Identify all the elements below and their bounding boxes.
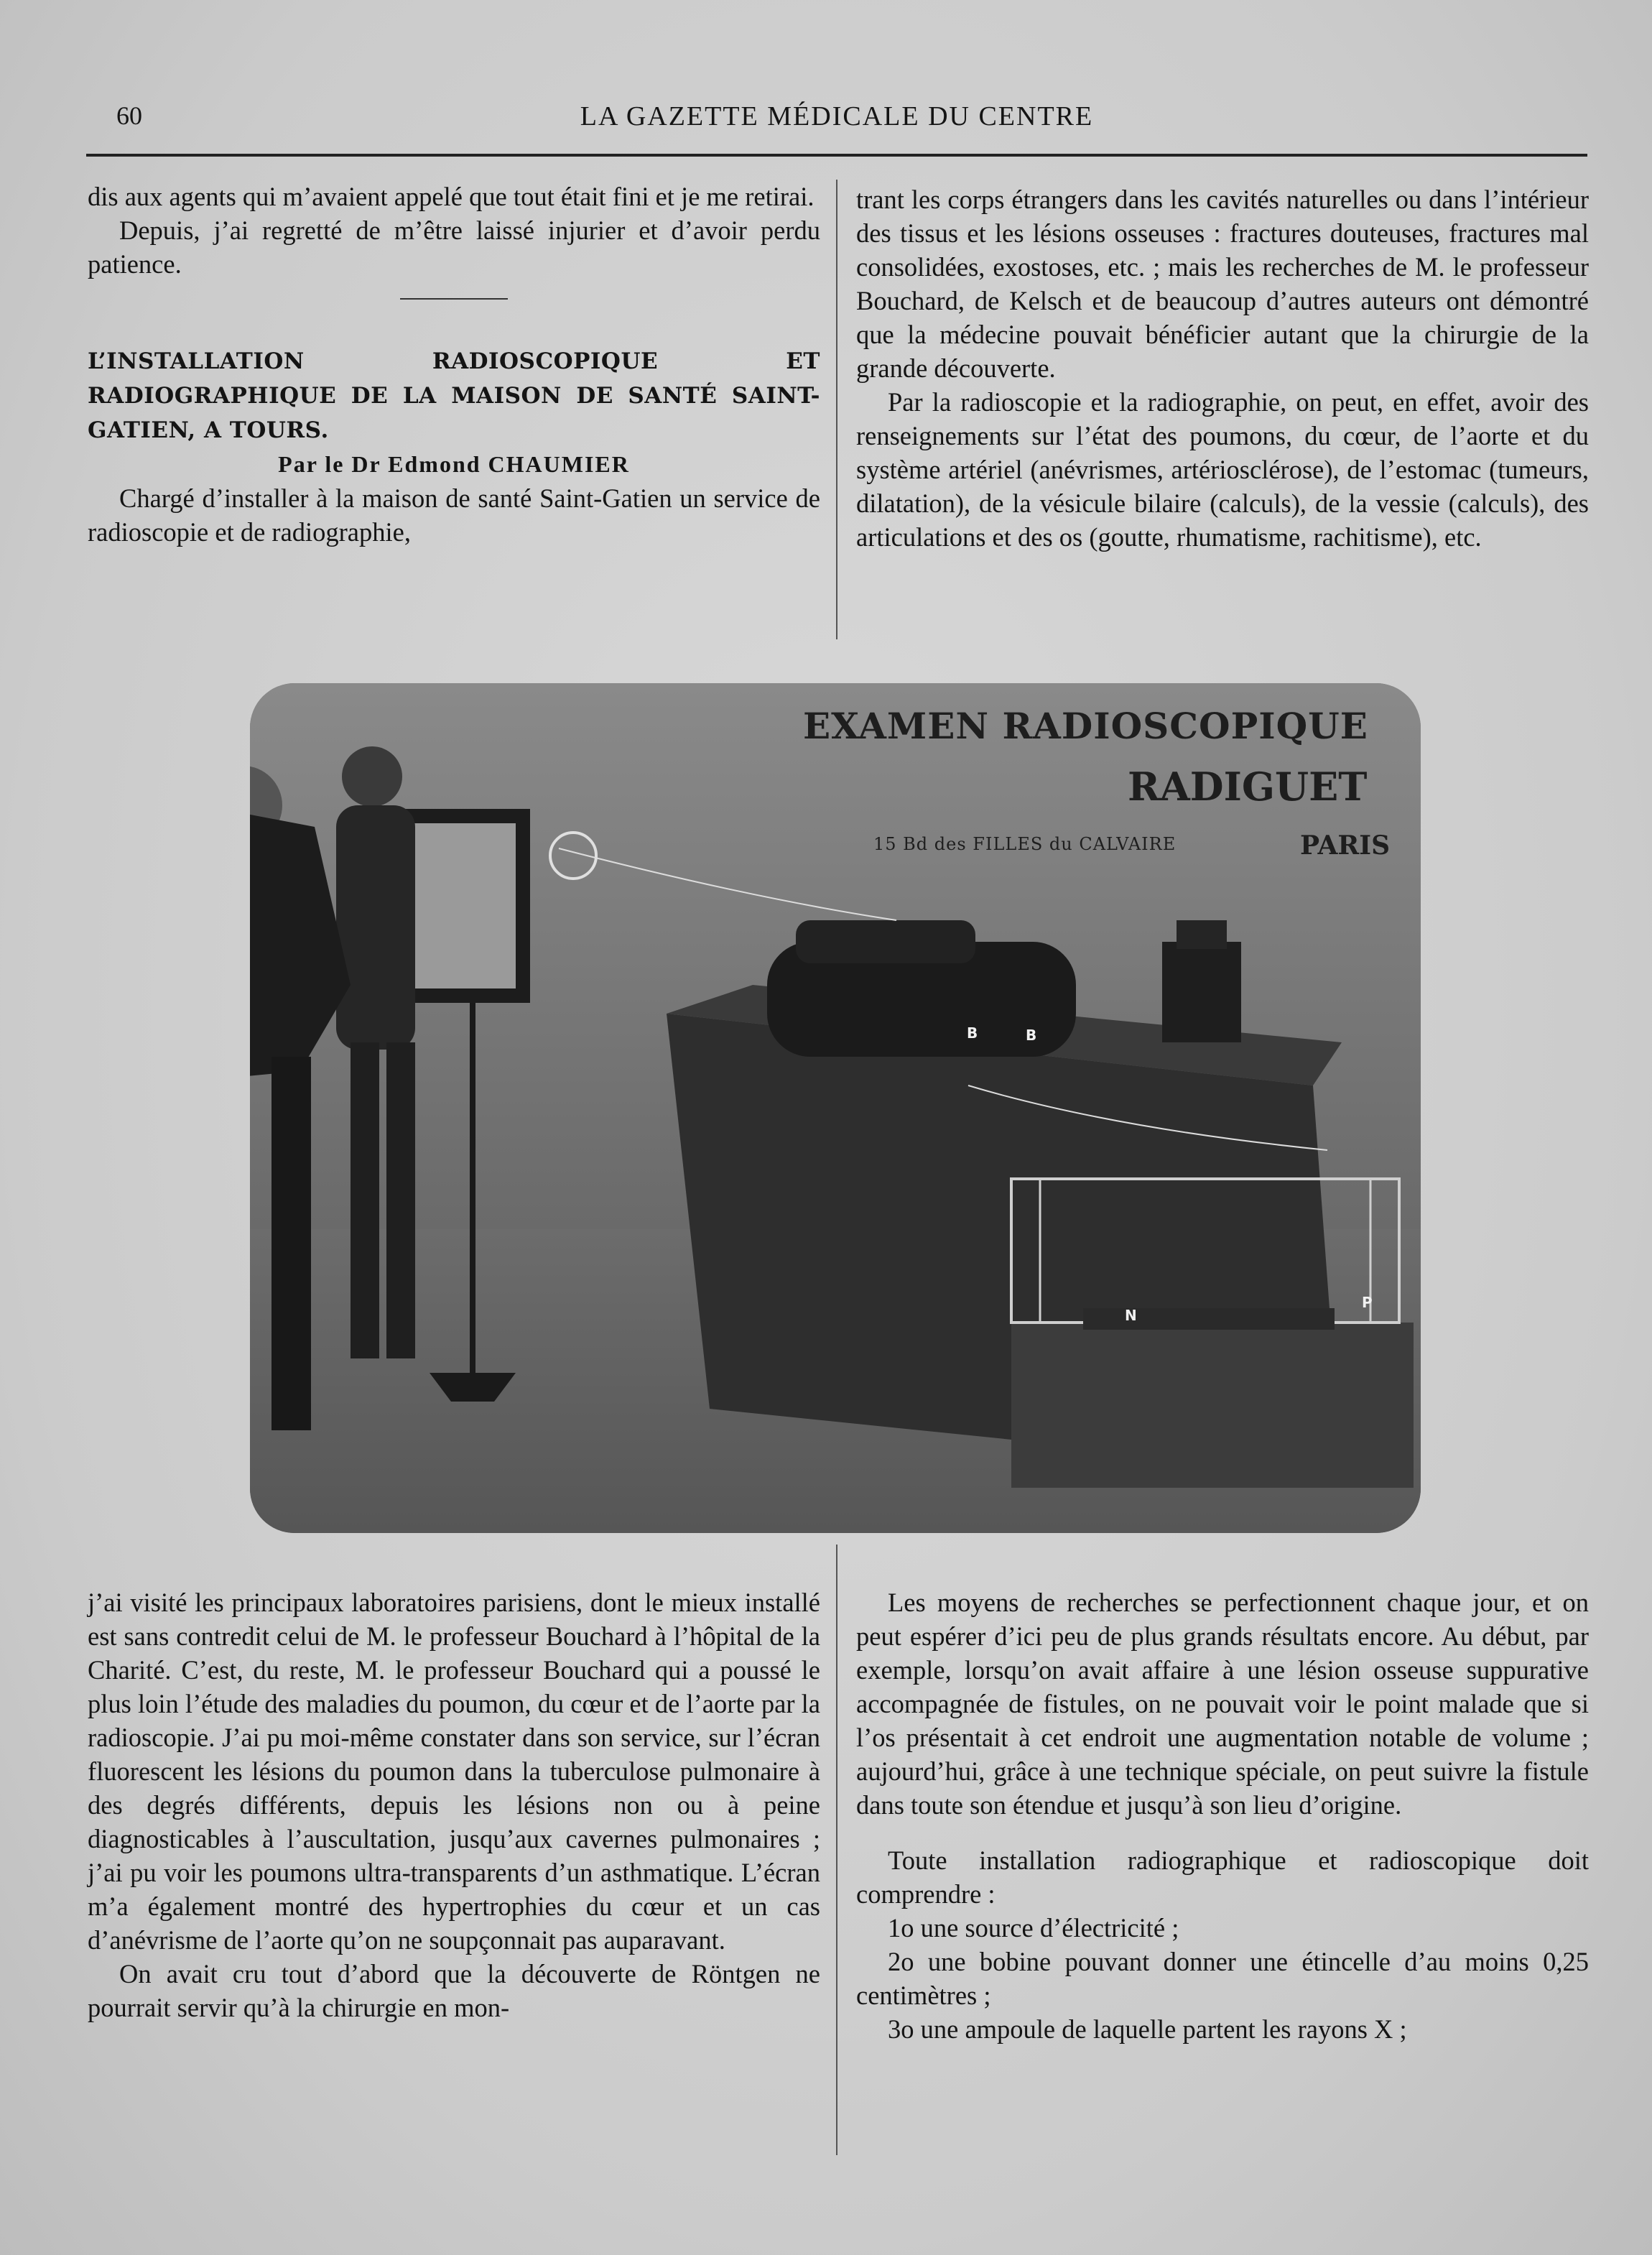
photo-maker-address: 15 Bd des FILLES du CALVAIRE	[873, 834, 1177, 854]
equipment-label: B	[967, 1024, 978, 1042]
photo-illustration	[250, 683, 1421, 1533]
photo-maker-city: PARIS	[1300, 830, 1391, 861]
paragraph: Toute installation radiographique et radioscopique doit comprendre :	[856, 1846, 1589, 1909]
paragraph-gap	[856, 1822, 1589, 1843]
photo-caption-title: EXAMEN RADIOSCOPIQUE	[803, 705, 1368, 747]
equipment-label: B	[1026, 1027, 1037, 1044]
page-header	[86, 101, 1587, 144]
page-number: 60	[116, 101, 142, 130]
equipment-label: P	[1362, 1294, 1373, 1311]
list-item: 3o une ampoule de laquelle partent les rayons X ;	[888, 2014, 1407, 2044]
left-column-bottom	[88, 1585, 820, 2024]
equipment-label: N	[1125, 1307, 1137, 1324]
paragraph: Par la radioscopie et la radiographie, on peut, en effet, avoir des renseignements sur l’état des poumons, du cœur, de l’aorte et du système artériel (anévrismes, artériosclérose), de l’estomac (tumeurs, dilatation), de la vésicule bilaire (calculs), de la vessie (calculs), des articulations et des os (goutte, rhumatisme, rachitisme), etc.	[856, 387, 1589, 552]
column-divider-top	[836, 180, 837, 639]
right-column-top	[856, 182, 1589, 554]
article-byline: Par le Dr Edmond CHAUMIER	[278, 451, 630, 477]
paragraph: Depuis, j’ai regretté de m’être laissé injurier et d’avoir perdu patience.	[88, 216, 820, 279]
photograph-radioscopic-exam	[250, 683, 1421, 1533]
list-item: 1o une source d’électricité ;	[888, 1913, 1179, 1943]
column-divider-bottom	[836, 1545, 837, 2155]
paragraph: dis aux agents qui m’avaient appelé que tout était fini et je me retirai.	[88, 182, 815, 211]
article-title: L’INSTALLATION RADIOSCOPIQUE ET RADIOGRAPHIQUE DE LA MAISON DE SANTÉ SAINT-GATIEN, A TOURS.	[88, 348, 820, 443]
header-rule	[86, 154, 1587, 157]
paragraph: Les moyens de recherches se perfectionnent chaque jour, et on peut espérer d’ici peu de plus grands résultats encore. Au début, par exemple, lorsqu’on avait affaire à une lésion osseuse suppurative accompagnée de fistules, on ne pouvait voir le point malade que si l’os présentait à cet endroit une augmentation notable de volume ; aujourd’hui, grâce à une technique spéciale, on peut suivre la fistule dans toute son étendue et jusqu’à son lieu d’origine.	[856, 1588, 1589, 1820]
right-column-bottom	[856, 1585, 1589, 2046]
left-column-top	[88, 180, 820, 549]
list-item: 2o une bobine pouvant donner une étincelle d’au moins 0,25 centimètres ;	[856, 1947, 1589, 2010]
paragraph: On avait cru tout d’abord que la découverte de Röntgen ne pourrait servir qu’à la chirurgie en mon-	[88, 1959, 820, 2022]
photo-maker-name: RADIGUET	[1128, 764, 1368, 810]
running-title: LA GAZETTE MÉDICALE DU CENTRE	[580, 101, 1094, 131]
article-intro: Chargé d’installer à la maison de santé Saint-Gatien un service de radioscopie et de radiographie,	[88, 483, 820, 547]
paragraph: j’ai visité les principaux laboratoires parisiens, dont le mieux installé est sans contredit celui de M. le professeur Bouchard à l’hôpital de la Charité. C’est, du reste, M. le professeur Bouchard qui a poussé le plus loin l’étude des maladies du poumon, du cœur et de l’aorte par la radioscopie. J’ai pu moi-même constater dans son service, sur l’écran fluorescent les lésions du poumon dans la tuberculose pulmonaire à des degrés différents, depuis les lésions non ou à peine diagnosticables à l’auscultation, jusqu’aux cavernes pulmonaires ; j’ai pu voir les poumons ultra-transparents d’un asthmatique. L’écran m’a également montré des hypertrophies du cœur et un cas d’anévrisme de l’aorte qu’on ne soupçonnait pas auparavant.	[88, 1588, 820, 1955]
section-separator	[400, 298, 508, 300]
paragraph: trant les corps étrangers dans les cavités naturelles ou dans l’intérieur des tissus et les lésions osseuses : fractures douteuses, fractures mal consolidées, exostoses, etc. ; mais les recherches de M. le professeur Bouchard, de Kelsch et de beaucoup d’autres auteurs ont démontré que la médecine pouvait bénéficier autant que la chirurgie de la grande découverte.	[856, 185, 1589, 383]
